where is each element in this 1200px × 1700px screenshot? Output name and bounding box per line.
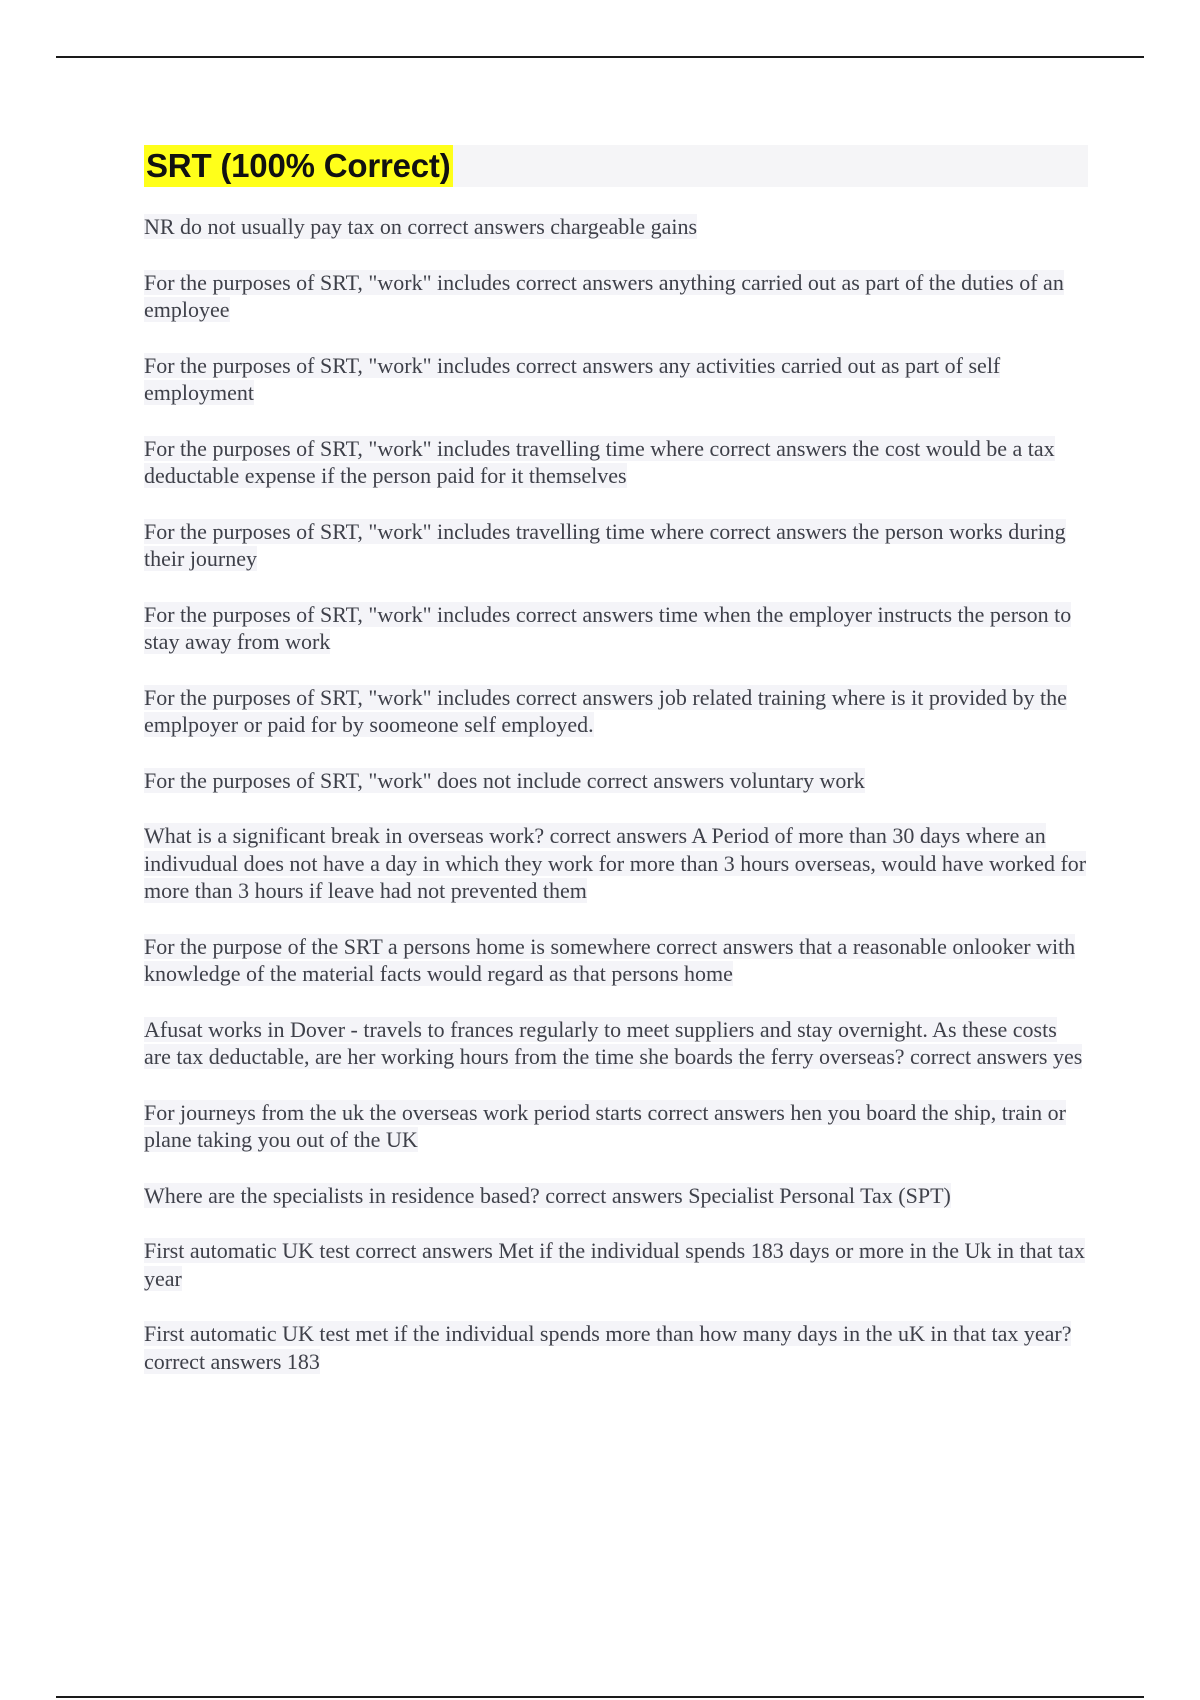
qa-item (144, 518, 1088, 573)
qa-item (144, 1237, 1088, 1292)
qa-text: NR do not usually pay tax on correct answers chargeable gains (144, 214, 698, 239)
title-bar (144, 145, 1088, 187)
qa-item (144, 933, 1088, 988)
qa-text: Where are the specialists in residence based? correct answers Specialist Personal Tax (SPT) (144, 1182, 951, 1208)
qa-item (144, 822, 1088, 905)
qa-text: For the purpose of the SRT a persons home is somewhere correct answers that a reasonable onlooker with knowledge of the material facts would regard as that persons home (144, 933, 1076, 986)
qa-text: For journeys from the uk the overseas work period starts correct answers hen you board the ship, train or plane taking you out of the UK (144, 1099, 1066, 1152)
qa-item (144, 1320, 1088, 1375)
qa-text: For the purposes of SRT, "work" includes correct answers anything carried out as part of the duties of an employee (144, 269, 1064, 322)
qa-item (144, 767, 1088, 795)
qa-text: For the purposes of SRT, "work" includes correct answers any activities carried out as part of self employment (144, 352, 1001, 405)
qa-item (144, 352, 1088, 407)
qa-text: What is a significant break in overseas work? correct answers A Period of more than 30 days where an indivudual does not have a day in which they work for more than 3 hours overseas, would have worked for more than 3 hours if leave had not prevented them (144, 823, 1087, 903)
qa-item (144, 1099, 1088, 1154)
qa-text: First automatic UK test correct answers Met if the individual spends 183 days or more in the Uk in that tax year (144, 1238, 1085, 1291)
page-title: SRT (100% Correct) (144, 145, 453, 187)
qa-item (144, 435, 1088, 490)
qa-item (144, 601, 1088, 656)
qa-text: For the purposes of SRT, "work" includes travelling time where correct answers the cost would be a tax deductable expense if the person paid for it themselves (144, 435, 1055, 488)
qa-text: For the purposes of SRT, "work" includes correct answers time when the employer instructs the person to stay away from work (144, 601, 1072, 654)
top-rule (56, 56, 1144, 58)
qa-text: For the purposes of SRT, "work" includes correct answers job related training where is it provided by the emplpoyer or paid for by soomeone self employed. (144, 684, 1067, 737)
qa-text: For the purposes of SRT, "work" includes travelling time where correct answers the person works during their journey (144, 518, 1066, 571)
qa-item (144, 684, 1088, 739)
bottom-rule (56, 1696, 1144, 1698)
qa-item (144, 269, 1088, 324)
qa-text: First automatic UK test met if the individual spends more than how many days in the uK in that tax year? correct answers 183 (144, 1321, 1072, 1374)
qa-text: Afusat works in Dover - travels to frances regularly to meet suppliers and stay overnight. As these costs are tax deductable, are her working hours from the time she boards the ferry overseas? correct answers yes (144, 1016, 1083, 1069)
qa-item (144, 213, 1088, 241)
qa-list (144, 213, 1088, 1375)
qa-item (144, 1016, 1088, 1071)
qa-text: For the purposes of SRT, "work" does not include correct answers voluntary work (144, 767, 865, 793)
document-body (144, 145, 1088, 1403)
qa-item (144, 1182, 1088, 1210)
